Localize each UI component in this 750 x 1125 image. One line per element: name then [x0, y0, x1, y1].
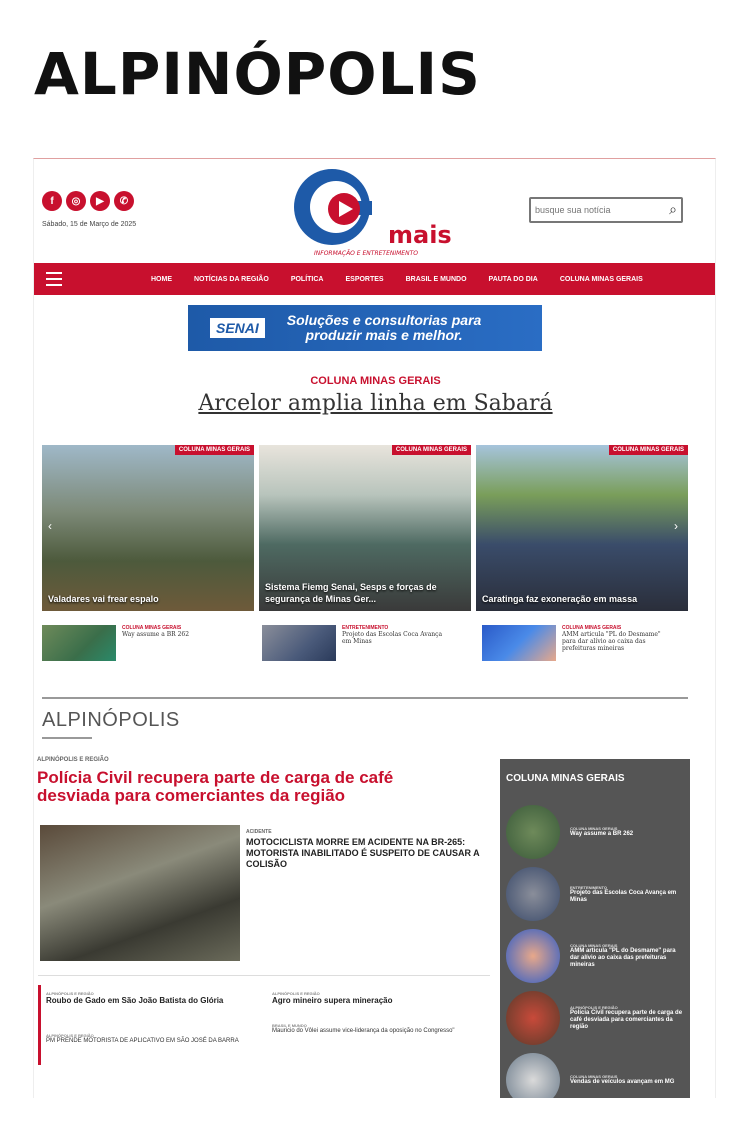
featured-kicker[interactable]: COLUNA MINAS GERAIS	[310, 375, 441, 387]
list-accent-bar	[38, 985, 41, 1065]
nav-politica[interactable]: POLÍTICA	[290, 275, 324, 283]
mini-story[interactable]	[42, 625, 232, 661]
menu-icon[interactable]	[46, 272, 62, 286]
sidebar-thumb	[506, 929, 560, 983]
sidebar-text: Vendas de veículos avançam em MG	[570, 1079, 675, 1085]
sidebar-thumb	[506, 867, 560, 921]
item-title: PM PRENDE MOTORISTA DE APLICATIVO EM SÃO JOSÉ DA BARRA	[46, 1038, 239, 1044]
mini-text: Way assume a BR 262	[122, 631, 190, 638]
sidebar-item[interactable]	[506, 1053, 686, 1098]
item-kicker: BRASIL E MUNDO	[272, 1023, 307, 1028]
main-nav	[34, 263, 716, 295]
item-title: Mauricio do Vôlei assume vice-liderança da oposição no Congresso"	[272, 1028, 455, 1034]
mini-thumb	[262, 625, 336, 661]
social-links	[42, 191, 134, 211]
whatsapp-icon[interactable]: ✆	[114, 191, 134, 211]
slide-caption: Valadares vai frear espalo	[48, 594, 159, 604]
header-date: Sábado, 15 de Março de 2025	[42, 221, 137, 228]
story-image[interactable]	[40, 825, 240, 961]
mini-text: AMM articula "PL do Desmame" para dar alívio ao caixa das prefeituras mineiras	[562, 631, 661, 652]
sidebar-kicker: COLUNA MINAS GERAIS	[570, 1074, 618, 1079]
list-item[interactable]	[46, 991, 246, 1005]
banner-brand: SENAI	[210, 318, 265, 338]
slide-caption: Caratinga faz exoneração em massa	[482, 594, 638, 604]
instagram-icon[interactable]: ◎	[66, 191, 86, 211]
carousel-slide[interactable]	[476, 445, 688, 611]
ad-banner[interactable]	[188, 305, 542, 351]
story-kicker[interactable]: ACIDENTE	[246, 829, 272, 835]
mini-thumb	[482, 625, 556, 661]
sidebar-text: Projeto das Escolas Coca Avança em Minas	[570, 889, 677, 903]
sidebar-text: AMM articula "PL do Desmame" para dar alívio ao caixa das prefeituras mineiras	[570, 948, 676, 968]
mini-thumb	[42, 625, 116, 661]
page-title: ALPINÓPOLIS	[34, 40, 481, 108]
nav-coluna-minas-gerais[interactable]: COLUNA MINAS GERAIS	[559, 275, 643, 283]
carousel-next-icon[interactable]: ›	[674, 519, 678, 533]
sidebar	[500, 759, 690, 1098]
nav-esportes[interactable]: ESPORTES	[345, 275, 384, 283]
carousel-slide[interactable]	[259, 445, 471, 611]
carousel-prev-icon[interactable]: ‹	[48, 519, 52, 533]
sidebar-text: Polícia Civil recupera parte de carga de café desviada para comerciantes da região	[570, 1010, 683, 1030]
sidebar-item[interactable]	[506, 991, 686, 1045]
sidebar-thumb	[506, 991, 560, 1045]
lead-kicker[interactable]: ALPINÓPOLIS E REGIÃO	[37, 757, 109, 763]
sidebar-kicker: COLUNA MINAS GERAIS	[570, 826, 618, 831]
item-title: Roubo de Gado em São João Batista do Glória	[46, 996, 224, 1005]
sidebar-thumb	[506, 1053, 560, 1098]
mini-tag: COLUNA MINAS GERAIS	[122, 625, 182, 631]
mini-text: Projeto das Escolas Coca Avança em Minas	[342, 631, 443, 645]
nav-pauta-do-dia[interactable]: PAUTA DO DIA	[488, 275, 538, 283]
list-item[interactable]	[272, 1023, 482, 1035]
banner-line-2: produzir mais e melhor.	[305, 327, 463, 343]
site-logo[interactable]	[284, 163, 454, 259]
search-box	[529, 197, 683, 223]
list-item[interactable]	[272, 991, 482, 1005]
item-title: Agro mineiro supera mineração	[272, 996, 393, 1005]
featured-headline[interactable]: Arcelor amplia linha em Sabará	[198, 391, 553, 416]
section-underline	[42, 737, 92, 739]
nav-noticias-da-regiao[interactable]: NOTÍCIAS DA REGIÃO	[194, 275, 269, 283]
nav-home[interactable]: HOME	[151, 275, 172, 283]
carousel-slide[interactable]	[42, 445, 254, 611]
sidebar-item[interactable]	[506, 867, 686, 921]
sidebar-kicker: COLUNA MINAS GERAIS	[570, 943, 618, 948]
slide-tag: COLUNA MINAS GERAIS	[392, 445, 471, 455]
sidebar-title[interactable]: COLUNA MINAS GERAIS	[506, 773, 625, 784]
search-input[interactable]	[535, 205, 659, 215]
slide-tag: COLUNA MINAS GERAIS	[175, 445, 254, 455]
slide-tag: COLUNA MINAS GERAIS	[609, 445, 688, 455]
list-item[interactable]	[46, 1033, 246, 1045]
story-title[interactable]: MOTOCICLISTA MORRE EM ACIDENTE NA BR-265: MOTORISTA INABILITADO É SUSPEITO DE CAUSAR A COLISÃO	[246, 837, 480, 869]
sidebar-kicker: ENTRETENIMENTO	[570, 884, 608, 890]
logo-text: mais	[388, 221, 452, 249]
banner-line-1: Soluções e consultorias para	[286, 312, 482, 328]
search-icon[interactable]: ⌕	[669, 201, 677, 217]
mini-story[interactable]	[262, 625, 452, 661]
sidebar-item[interactable]	[506, 929, 686, 983]
logo-tagline: INFORMAÇÃO E ENTRETENIMENTO	[314, 250, 418, 257]
sidebar-item[interactable]	[506, 805, 686, 859]
facebook-icon[interactable]: f	[42, 191, 62, 211]
item-kicker: ALPINÓPOLIS E REGIÃO	[272, 991, 320, 996]
mini-tag: ENTRETENIMENTO	[342, 625, 389, 631]
mini-story[interactable]	[482, 625, 672, 661]
section-divider	[42, 697, 688, 699]
nav-brasil-e-mundo[interactable]: BRASIL E MUNDO	[405, 275, 467, 283]
sidebar-thumb	[506, 805, 560, 859]
item-kicker: ALPINÓPOLIS E REGIÃO	[46, 1033, 94, 1038]
item-kicker: ALPINÓPOLIS E REGIÃO	[46, 991, 94, 996]
section-title[interactable]: ALPINÓPOLIS	[42, 709, 180, 731]
sidebar-kicker: ALPINÓPOLIS E REGIÃO	[570, 1005, 618, 1010]
list-separator	[38, 975, 490, 976]
site-screenshot	[33, 158, 716, 1098]
slide-caption: Sistema Fiemg Senai, Sesps e forças de segurança de Minas Ger...	[265, 582, 437, 604]
youtube-icon[interactable]: ▶	[90, 191, 110, 211]
sidebar-text: Way assume a BR 262	[570, 831, 634, 837]
lead-title[interactable]: Polícia Civil recupera parte de carga de café desviada para comerciantes da região	[37, 768, 394, 805]
mini-tag: COLUNA MINAS GERAIS	[562, 625, 622, 631]
